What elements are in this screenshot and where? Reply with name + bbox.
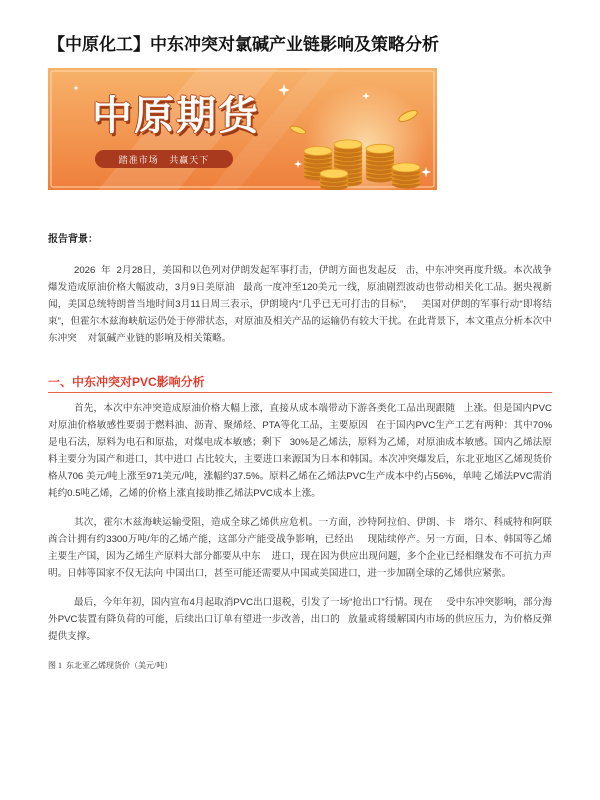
coin-stack (366, 144, 394, 182)
coin (334, 140, 362, 153)
brand-logo-text: 中原期货 (92, 94, 260, 138)
section-paragraph: 最后，今年年初，国内宣布4月起取消PVC出口退税，引发了一场“抢出口”行情。现在 受中东冲突影响，部分海外PVC装置有降负荷的可能，后续出口订单有望进一步改善，出口的 放量或将缓解国内市场的供应压力，为价格反弹提供支撑。 (48, 597, 552, 642)
section-heading-pvc: 一、中东冲突对PVC影响分析 (48, 374, 552, 393)
coin-face (334, 140, 362, 149)
coin-face (392, 163, 420, 172)
coin-stack (392, 163, 420, 189)
figure-caption: 图 1 东北亚乙烯现货价（美元/吨） (48, 661, 173, 670)
coin (320, 169, 348, 182)
content-column (48, 0, 552, 672)
report-background-label: 报告背景： (48, 234, 98, 245)
section-paragraph: 其次，霍尔木兹海峡运输受阻，造成全球乙烯供应危机。一方面，沙特阿拉伯、伊朗、卡 塔尔、科威特和阿联酋合计拥有约3300万吨/年的乙烯产能，这部分产能受战争影响，已经出 现陆续停产。另一方面，日本、韩国等乙烯主要生产国，因为乙烯生产原料大部分都要从中东 进口，现在因为供应出现问题，多个企业已经相继发布不可抗力声明。日韩等国家不仅无法向 中国出口，甚至可能还需要从中国或美国进口，进一步加剧全球的乙烯供应紧张。 (48, 517, 552, 579)
slogan-text: 踏准市场 共赢天下 (118, 155, 210, 165)
document-title: 【中原化工】中东冲突对氯碱产业链影响及策略分析 (48, 35, 439, 54)
slogan-pill (95, 150, 233, 168)
background-paragraph: 2026 年 2月28日，美国和以色列对伊朗发起军事打击，伊朗方面也发起反 击，中东冲突再度升级。本次战争爆发造成原油价格大幅波动，3月9日美原油 最高一度冲至120美元一线，原油剧烈波动也带动相关化工品。据央视新闻，美国总统特朗普当地时间3月11日周三表示，伊朗境内“几乎已无可打击的目标”， 美国对伊朗的军事行动“即将结束”，但霍尔木兹海峡航运仍处于停滞状态，对原油及相关产品的运输仍有较大干扰。在此背景下，本文重点分析本次中东冲突 对氯碱产业链的影响及相关策略。 (48, 265, 552, 344)
coin (304, 147, 332, 160)
banner (48, 68, 437, 190)
coin-face (366, 144, 394, 153)
coin-stack (320, 169, 348, 190)
coin-face (320, 169, 348, 178)
coin-face (304, 147, 332, 156)
section-paragraph: 首先，本次中东冲突造成原油价格大幅上涨，直接从成本端带动下游各类化工品出现跟随 上涨。但是国内PVC对原油价格敏感性要弱于燃料油、沥青、聚烯烃、PTA等化工品，主要原因 在于国内PVC生产工艺有两种：其中70%是电石法，原料为电石和原盐，对煤电成本敏感；剩下 30%是乙烯法，原料为乙烯，对原油成本敏感。国内乙烯法原料主要分为国产和进口，其中进口 占比较大，主要进口来源国为日本和韩国。本次冲突爆发后，东北亚地区乙烯现货价格从706 美元/吨上涨至971美元/吨，涨幅约37.5%。原料乙烯在乙烯法PVC生产成本中约占56%，单吨 乙烯法PVC需消耗约0.5吨乙烯，乙烯的价格上涨直接助推乙烯法PVC成本上涨。 (48, 403, 552, 499)
coin (392, 163, 420, 176)
coin (366, 144, 394, 157)
